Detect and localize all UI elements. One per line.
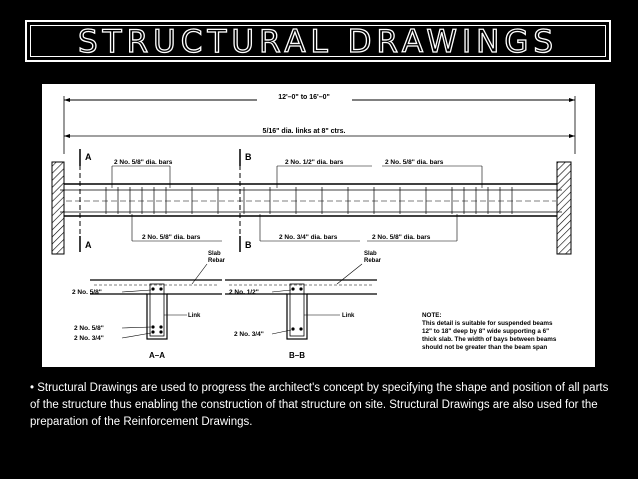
caption-bullet	[30, 380, 620, 431]
links	[106, 187, 512, 214]
bb-slab-label-2: Rebar	[364, 258, 382, 264]
span-label: 12'–0" to 16'–0"	[278, 94, 330, 101]
section-a-top-label: A	[85, 152, 92, 162]
note-heading: NOTE:	[422, 312, 442, 319]
aa-top-label: 2 No. 5/8"	[72, 289, 102, 296]
bb-link-label: Link	[342, 313, 355, 319]
top-left-bars-label: 2 No. 5/8" dia. bars	[114, 159, 173, 166]
bot-mid-bars-label: 2 No. 3/4" dia. bars	[279, 234, 338, 241]
bb-slab-label-1: Slab	[364, 251, 377, 257]
section-b-bottom-label: B	[245, 240, 252, 250]
bb-bot-label: 2 No. 3/4"	[234, 331, 264, 338]
aa-bot2-label: 2 No. 3/4"	[74, 335, 104, 342]
note-line-1: This detail is suitable for suspended beams	[422, 320, 553, 327]
aa-slab-label-2: Rebar	[208, 258, 226, 264]
bot-right-bars-label: 2 No. 5/8" dia. bars	[372, 234, 431, 241]
beam-detail-svg	[42, 84, 595, 367]
bb-top-label: 2 No. 1/2"	[229, 289, 259, 296]
aa-link-label: Link	[188, 313, 201, 319]
aa-section-title: A–A	[148, 351, 166, 360]
title-frame	[25, 20, 611, 62]
bot-left-bars-label: 2 No. 5/8" dia. bars	[142, 234, 201, 241]
note-line-2: 12" to 18" deep by 8" wide supporting a 6"	[422, 328, 550, 335]
note-line-3: thick slab. The width of bays between beams	[422, 336, 557, 343]
links-label: 5/16" dia. links at 8" ctrs.	[262, 128, 346, 135]
beam-elevation	[60, 184, 562, 216]
bullet-dot: •	[30, 382, 38, 394]
right-support	[557, 162, 571, 254]
bb-section-title: B–B	[288, 351, 306, 360]
section-b-top-label: B	[245, 152, 252, 162]
section-aa-drawing	[90, 280, 222, 339]
slide-title: STRUCTURAL DRAWINGS	[77, 24, 559, 60]
left-support	[52, 162, 64, 254]
span-dimension	[64, 96, 575, 154]
structural-drawing	[42, 84, 595, 367]
note-line-4: should not be greater than the beam span	[422, 344, 548, 351]
note-block	[422, 312, 557, 351]
caption-text: Structural Drawings are used to progress the architect's concept by specifying the shape and position of all parts of the structure thus enabling the construction of that structure on site. Structural Drawings are also used for the preparation of the Reinforcement Drawings.	[30, 382, 609, 428]
aa-slab-label-1: Slab	[208, 251, 221, 257]
top-right-bars-label: 2 No. 5/8" dia. bars	[385, 159, 444, 166]
section-a-bottom-label: A	[85, 240, 92, 250]
top-mid-bars-label: 2 No. 1/2" dia. bars	[285, 159, 344, 166]
aa-bot1-label: 2 No. 5/8"	[74, 325, 104, 332]
